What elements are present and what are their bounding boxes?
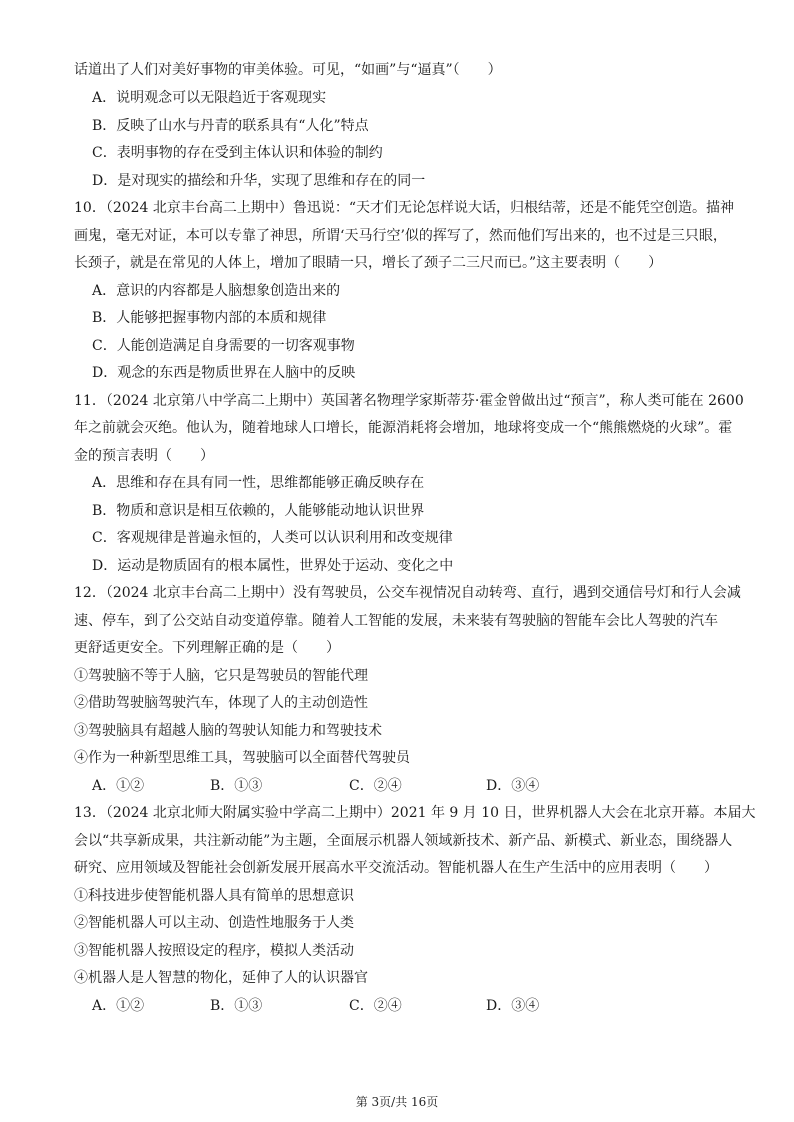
q11-option-c: C．客观规律是普遍永恒的，人类可以认识利用和改变规律 <box>92 530 453 546</box>
q10-stem-line-2: 画鬼，毫无对证，本可以专靠了神思，所谓‘天马行空’似的挥写了，然而他们写出来的，也不过是三只眼， <box>74 228 727 244</box>
q13-choice-c: C．②④ <box>349 998 402 1014</box>
q9-option-c: C．表明事物的存在受到主体认识和体验的制约 <box>92 145 383 161</box>
q12-stem-line-2: 速、停车，到了公交站自动变道停靠。随着人工智能的发展，未来装有驾驶脑的智能车会比人驾驶的汽车 <box>74 613 718 629</box>
q10-stem-line-1: 10．（2024 北京丰台高二上期中）鲁迅说：“天才们无论怎样说大话，归根结蒂，还是不能凭空创造。描神 <box>74 200 735 216</box>
q13-stem-line-3: 研究、应用领域及智能社会创新发展开展高水平交流活动。智能机器人在生产生活中的应用表明（ ） <box>74 860 718 876</box>
q12-statement-2: ②借助驾驶脑驾驶汽车，体现了人的主动创造性 <box>74 695 368 711</box>
q13-choice-b: B．①③ <box>210 998 263 1014</box>
q10-option-c: C．人能创造满足自身需要的一切客观事物 <box>92 338 355 354</box>
q13-stem-line-1: 13．（2024 北京北师大附属实验中学高二上期中）2021 年 9 月 10 日，世界机器人大会在北京开幕。本届大 <box>74 805 756 821</box>
q12-choice-a: A．①② <box>92 778 145 794</box>
q11-option-d: D．运动是物质固有的根本属性，世界处于运动、变化之中 <box>92 558 454 574</box>
q11-stem-line-2: 年之前就会灭绝。他认为，随着地球人口增长，能源消耗将会增加，地球将变成一个“熊熊燃烧的火球”。霍 <box>74 420 733 436</box>
q12-stem-line-3: 更舒适更安全。下列理解正确的是（ ） <box>74 640 340 656</box>
q13-statement-3: ③智能机器人按照设定的程序，模拟人类活动 <box>74 943 354 959</box>
q13-choice-a: A．①② <box>92 998 145 1014</box>
q11-option-a: A．思维和存在具有同一性，思维都能够正确反映存在 <box>92 475 425 491</box>
q9-option-d: D．是对现实的描绘和升华，实现了思维和存在的同一 <box>92 173 426 189</box>
q10-option-b: B．人能够把握事物内部的本质和规律 <box>92 310 327 326</box>
q13-stem-line-2: 会以“共享新成果，共注新动能”为主题，全面展示机器人领域新技术、新产品、新模式、新业态，围绕器人 <box>74 833 733 849</box>
q12-statement-1: ①驾驶脑不等于人脑，它只是驾驶员的智能代理 <box>74 668 368 684</box>
q11-option-b: B．物质和意识是相互依赖的，人能够能动地认识世界 <box>92 503 425 519</box>
q13-choice-d: D．③④ <box>486 998 540 1014</box>
q11-stem-line-3: 金的预言表明（ ） <box>74 448 214 464</box>
q12-stem-line-1: 12．（2024 北京丰台高二上期中）没有驾驶员，公交车视情况自动转弯、直行，遇到交通信号灯和行人会减 <box>74 585 741 601</box>
q10-option-d: D．观念的东西是物质世界在人脑中的反映 <box>92 365 356 381</box>
q12-statement-3: ③驾驶脑具有超越人脑的驾驶认知能力和驾驶技术 <box>74 723 382 739</box>
q9-option-a: A．说明观念可以无限趋近于客观现实 <box>92 90 327 106</box>
q12-choice-b: B．①③ <box>210 778 263 794</box>
q10-option-a: A．意识的内容都是人脑想象创造出来的 <box>92 283 341 299</box>
q9-stem-line: 话道出了人们对美好事物的审美体验。可见，“如画”与“逼真”（ ） <box>74 62 502 78</box>
q9-option-b: B．反映了山水与丹青的联系具有“人化”特点 <box>92 118 369 134</box>
q11-stem-line-1: 11．（2024 北京第八中学高二上期中）英国著名物理学家斯蒂芬·霍金曾做出过“预言”，称人类可能在 2600 <box>74 393 744 409</box>
q13-statement-4: ④机器人是人智慧的物化，延伸了人的认识器官 <box>74 970 368 986</box>
q12-choice-c: C．②④ <box>349 778 402 794</box>
q12-statement-4: ④作为一种新型思维工具，驾驶脑可以全面替代驾驶员 <box>74 750 410 766</box>
q13-statement-2: ②智能机器人可以主动、创造性地服务于人类 <box>74 915 354 931</box>
q12-choice-d: D．③④ <box>486 778 540 794</box>
q13-statement-1: ①科技进步使智能机器人具有简单的思想意识 <box>74 888 354 904</box>
q10-stem-line-3: 长颈子，就是在常见的人体上，增加了眼睛一只，增长了颈子二三尺而已。”这主要表明（ ） <box>74 255 663 271</box>
page-number-footer: 第 3页/共 16页 <box>355 1095 439 1109</box>
